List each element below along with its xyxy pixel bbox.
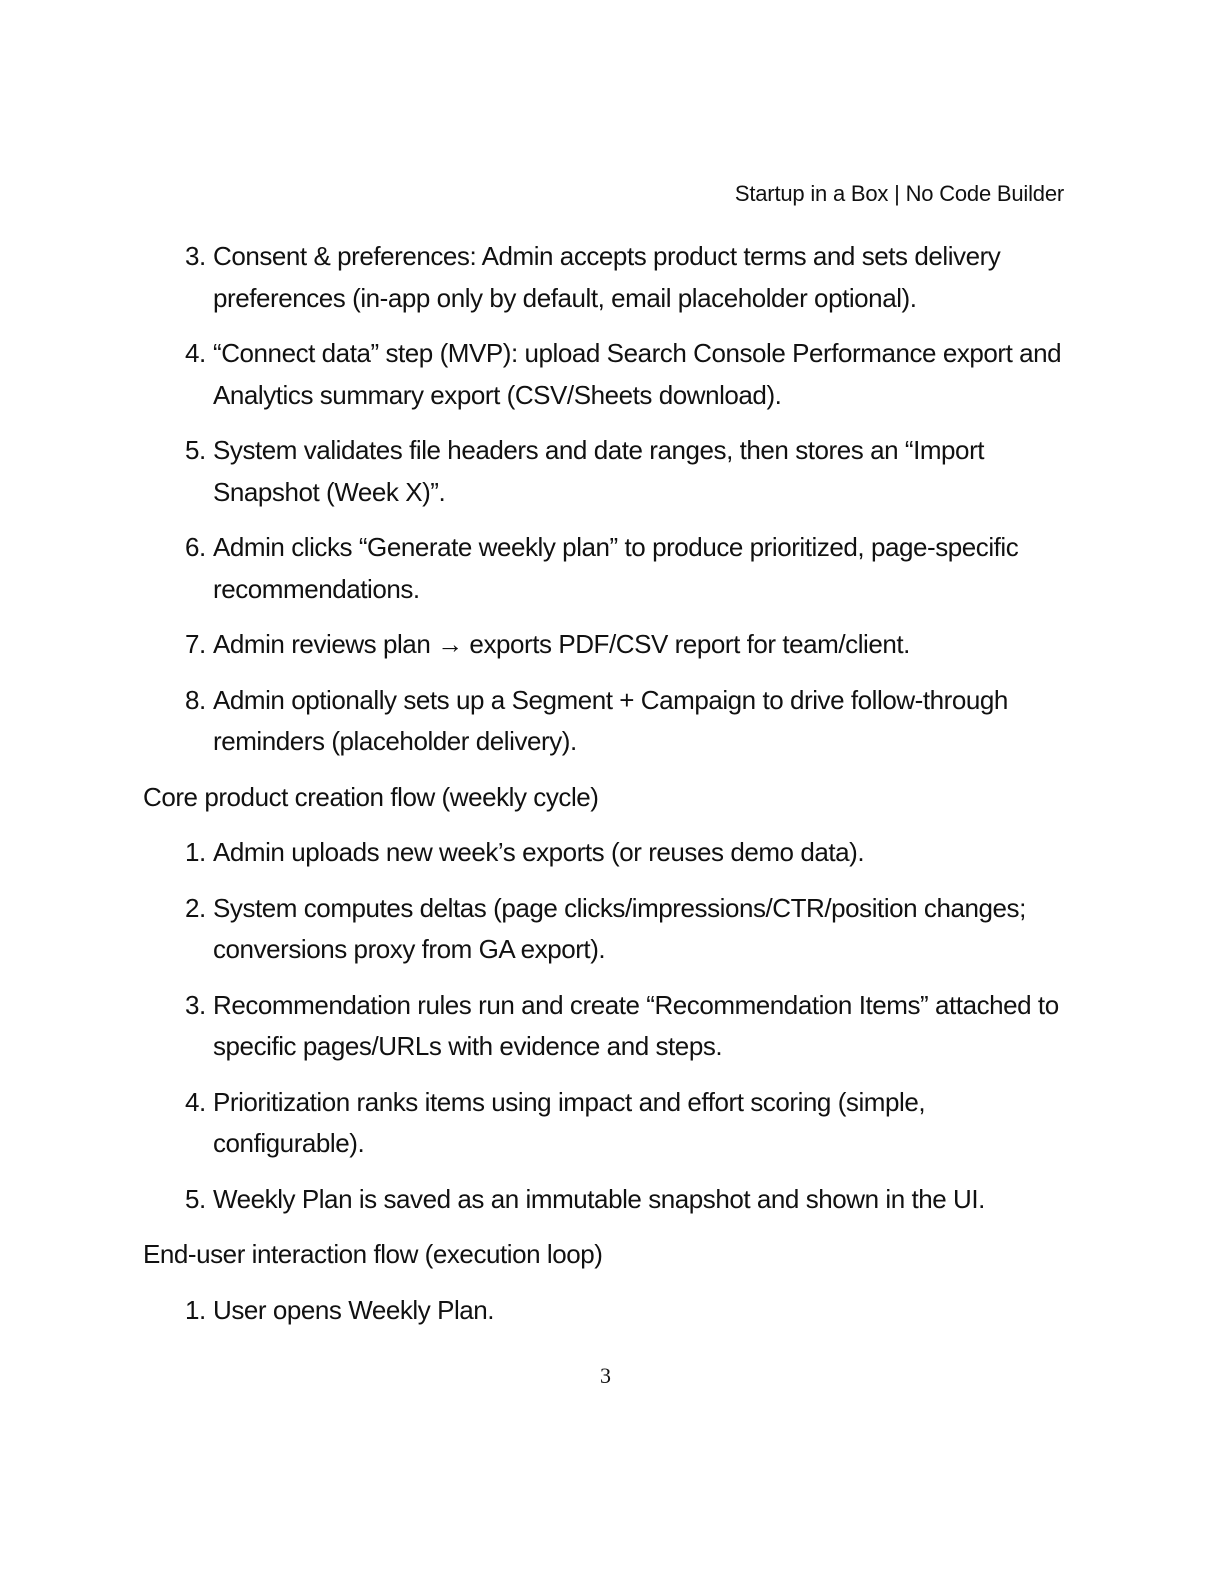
list-item-number: 1. xyxy=(185,837,206,867)
list-item xyxy=(143,236,1073,319)
end-user-flow-list xyxy=(143,1290,1073,1332)
list-item-text: System computes deltas (page clicks/impressions/CTR/position changes; conversions proxy from GA export). xyxy=(213,892,1026,964)
running-header: Startup in a Box | No Code Builder xyxy=(734,181,1064,206)
list-item-number: 8. xyxy=(185,684,206,715)
list-item-text: Admin reviews plan → exports PDF/CSV report for team/client. xyxy=(213,629,910,659)
list-item-text: Admin clicks “Generate weekly plan” to produce prioritized, page-specific recommendations. xyxy=(213,532,1019,604)
page-number: 3 xyxy=(600,1363,611,1388)
list-item-text: Admin uploads new week’s exports (or reuses demo data). xyxy=(213,837,865,867)
page-content xyxy=(143,236,1073,1345)
list-item xyxy=(143,430,1073,513)
list-item xyxy=(143,1179,1073,1221)
list-item xyxy=(143,1082,1073,1165)
list-item xyxy=(143,832,1073,874)
list-item-number: 6. xyxy=(185,532,206,562)
list-item-number: 5. xyxy=(185,1183,206,1214)
list-item-text: Weekly Plan is saved as an immutable snapshot and shown in the UI. xyxy=(213,1183,985,1214)
list-item-number: 7. xyxy=(185,629,206,659)
list-item-number: 4. xyxy=(185,1086,206,1117)
list-item xyxy=(143,985,1073,1068)
list-item-text: “Connect data” step (MVP): upload Search Console Performance export and Analytics summary export (CSV/Sheets download). xyxy=(213,338,1062,410)
list-item-text: User opens Weekly Plan. xyxy=(213,1294,495,1325)
onboarding-steps-list xyxy=(143,236,1073,763)
list-item-number: 3. xyxy=(185,241,206,271)
section-heading-end-user-flow: End-user interaction flow (execution loop) xyxy=(143,1239,603,1269)
list-item xyxy=(143,888,1073,971)
list-item-text: System validates file headers and date ranges, then stores an “Import Snapshot (Week X)”. xyxy=(213,435,985,507)
list-item-number: 1. xyxy=(185,1294,206,1325)
list-item xyxy=(143,527,1073,610)
list-item xyxy=(143,333,1073,416)
list-item xyxy=(143,1290,1073,1332)
core-flow-list xyxy=(143,832,1073,1220)
list-item-text: Consent & preferences: Admin accepts product terms and sets delivery preferences (in-app only by default, email placeholder optional). xyxy=(213,241,1001,313)
list-item-text: Recommendation rules run and create “Recommendation Items” attached to specific pages/URLs with evidence and steps. xyxy=(213,989,1059,1061)
list-item-number: 2. xyxy=(185,892,206,923)
list-item-text: Admin optionally sets up a Segment + Campaign to drive follow-through reminders (placeholder delivery). xyxy=(213,684,1008,756)
list-item xyxy=(143,624,1073,666)
list-item xyxy=(143,680,1073,763)
list-item-text: Prioritization ranks items using impact and effort scoring (simple, configurable). xyxy=(213,1086,926,1158)
section-heading-core-flow: Core product creation flow (weekly cycle) xyxy=(143,781,599,812)
list-item-number: 5. xyxy=(185,435,206,465)
list-item-number: 3. xyxy=(185,989,206,1020)
list-item-number: 4. xyxy=(185,338,206,368)
